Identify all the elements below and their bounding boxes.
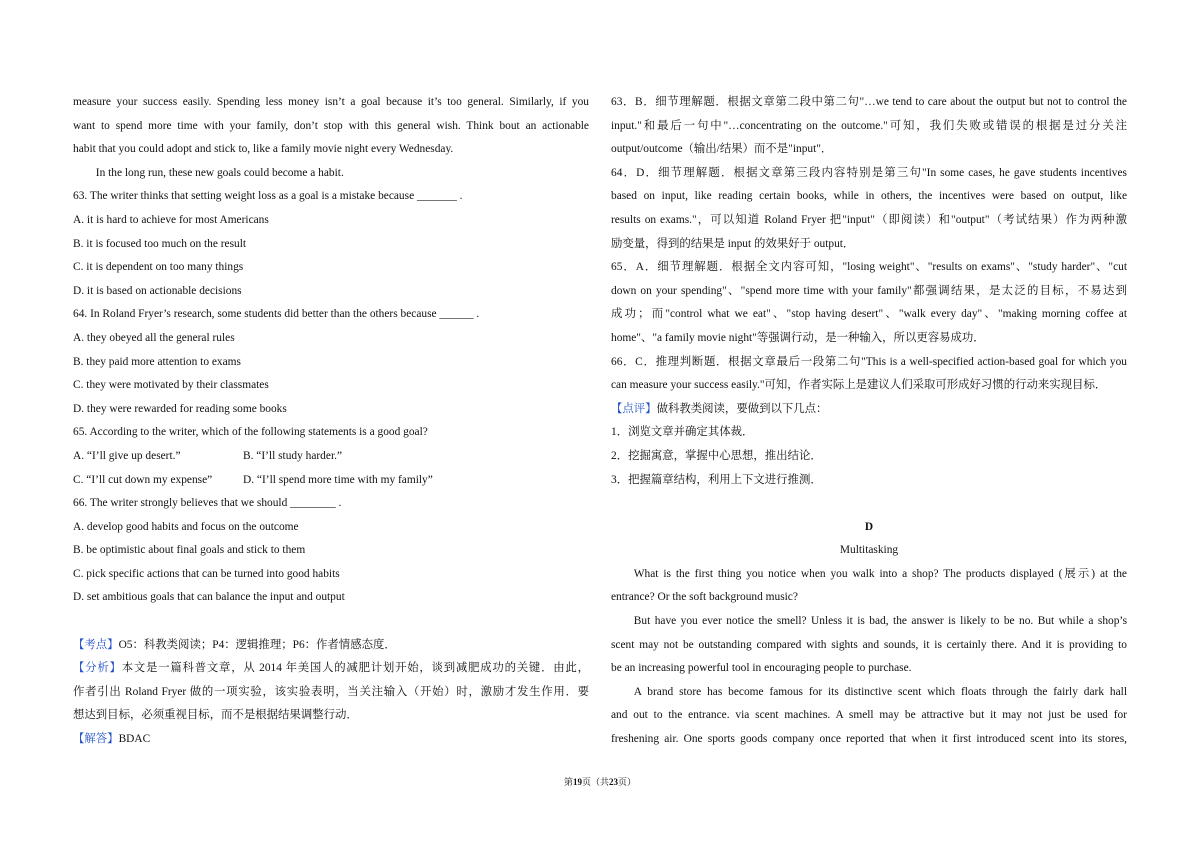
tip-item: 2．挖掘寓意，掌握中心思想，推出结论．	[611, 449, 822, 462]
question-65-options-row	[73, 469, 589, 493]
answer-64-line: results on exams."，可以知道 Roland Fryer 把"input"（即阅读）和"output"（考试结果）作为两种激	[611, 213, 1127, 226]
answer-65-line: home"、"a family movie night"等强调行动，是一种输入，所以更容易成功．	[611, 331, 985, 344]
passage-d-line: and out to the entrance. via scent machines. A smell may be attractive but it may not just be used for	[611, 709, 1127, 722]
question-65-option-b: B. “I’ll study harder.”	[243, 449, 343, 462]
question-65-option-a: A. “I’ll give up desert.”	[73, 449, 181, 462]
dianping-text: 做科教类阅读，要做到以下几点：	[656, 402, 828, 415]
passage-line: measure your success easily. Spending less money isn’t a goal because it’s too general. Similarly, if you	[73, 96, 589, 108]
question-63-option: A. it is hard to achieve for most Americans	[73, 213, 269, 226]
jieda-line	[73, 728, 589, 752]
question-63-option: D. it is based on actionable decisions	[73, 284, 242, 297]
answer-65-line: 成功；而"control what we eat"、"stop having desert"、"walk every day"、"making morning coffee at	[611, 308, 1127, 321]
jieda-text: BDAC	[118, 733, 151, 746]
tip-item: 3．把握篇章结构，利用上下文进行推测．	[611, 473, 822, 486]
passage-d-line: be an increasing powerful tool in encouraging people to purchase.	[611, 662, 912, 675]
question-66-option: B. be optimistic about final goals and stick to them	[73, 544, 306, 557]
answer-65-line: 65．A．细节理解题．根据全文内容可知，"losing weight"、"results on exams"、"study harder"、"cut	[611, 261, 1127, 274]
question-63-option: C. it is dependent on too many things	[73, 261, 244, 274]
answer-63-line: output/outcome（输出/结果）而不是"input"．	[611, 143, 833, 156]
page-footer	[0, 775, 1200, 788]
question-65-options-row	[73, 445, 589, 469]
dianping-tag: 【点评】	[611, 402, 657, 415]
answer-63-line: input."和最后一句中"…concentrating on the outcome."可知，我们失败或错误的根据是过分关注	[611, 119, 1127, 132]
answer-66-line: can measure your success easily."可知，作者实际上是建议人们采取可形成好习惯的行动来实现目标．	[611, 379, 1107, 392]
answer-65-line: down on your spending"、"spend more time with your family"都强调结果，是太泛的目标，不易达到	[611, 284, 1127, 297]
passage-d-line: freshening air. One sports goods company once reported that when it first introduced scent into its stores,	[611, 733, 1127, 746]
answer-66-line: 66．C．推理判断题．根据文章最后一段第二句"This is a well-specified action-based goal for which you	[611, 355, 1127, 368]
passage-d-line: entrance? Or the soft background music?	[611, 591, 798, 604]
question-64-option: C. they were motivated by their classmates	[73, 379, 269, 392]
left-column	[73, 91, 589, 752]
fenxi-line: 作者引出 Roland Fryer 做的一项实验，该实验表明，当关注输入（开始）时，激励才发生作用．要	[73, 685, 589, 698]
kaodian-line	[73, 634, 589, 658]
spacer	[611, 492, 1127, 516]
passage-d-line: What is the first thing you notice when you walk into a shop? The products displayed (展示) at the	[633, 567, 1127, 580]
passage-line: habit that you could adopt and stick to, like a family movie night every Wednesday.	[73, 143, 454, 156]
fenxi-line: 想达到目标，必须重视目标，而不是根据结果调整行动．	[73, 709, 358, 722]
fenxi-text: 本文是一篇科普文章，从 2014 年美国人的减肥计划开始，谈到减肥成功的关键．由此，	[121, 662, 589, 675]
question-65-option-c: C. “I’ll cut down my expense”	[73, 473, 213, 486]
right-column	[611, 91, 1127, 752]
passage-line: want to spend more time with your family, don’t stop with this general wish. Think bout an actionable	[73, 119, 589, 132]
tip-item: 1．浏览文章并确定其体裁．	[611, 426, 754, 439]
question-63-option: B. it is focused too much on the result	[73, 237, 247, 250]
passage-closing: In the long run, these new goals could become a habit.	[95, 166, 344, 179]
question-66-option: A. develop good habits and focus on the outcome	[73, 520, 299, 533]
question-64-option: D. they were rewarded for reading some books	[73, 402, 287, 415]
question-63-stem: 63. The writer thinks that setting weight loss as a goal is a mistake because _______ .	[73, 190, 463, 203]
answer-63-line: 63．B．细节理解题．根据文章第二段中第二句"…we tend to care about the output but not to control the	[611, 96, 1127, 108]
footer-page-number: 19	[572, 777, 582, 787]
answer-64-line: 64．D．细节理解题．根据文章第三段内容特别是第三句"In some cases, he gave students incentives	[611, 166, 1127, 179]
fenxi-line	[73, 657, 589, 681]
question-64-option: B. they paid more attention to exams	[73, 355, 241, 368]
jieda-tag: 【解答】	[73, 733, 119, 746]
footer-suffix: 页）	[618, 777, 637, 787]
question-66-stem: 66. The writer strongly believes that we should ________ .	[73, 497, 342, 510]
section-letter: D	[864, 520, 874, 533]
footer-prefix: 第	[563, 777, 573, 787]
question-66-option: D. set ambitious goals that can balance the input and output	[73, 591, 345, 604]
question-64-stem: 64. In Roland Fryer’s research, some students did better than the others because ______ .	[73, 308, 480, 321]
footer-total-pages: 23	[609, 777, 618, 787]
question-65-stem: 65. According to the writer, which of the following statements is a good goal?	[73, 426, 428, 439]
dianping-line	[611, 398, 1127, 422]
kaodian-tag: 【考点】	[73, 638, 119, 651]
fenxi-tag: 【分析】	[73, 662, 122, 675]
spacer	[73, 610, 589, 634]
question-66-option: C. pick specific actions that can be turned into good habits	[73, 567, 340, 580]
question-64-option: A. they obeyed all the general rules	[73, 331, 235, 344]
kaodian-text: O5：科教类阅读；P4：逻辑推理；P6：作者情感态度．	[118, 638, 396, 651]
passage-d-line: scent may not be outstanding compared with sights and sounds, it is certainly there. And it is providing to	[611, 638, 1127, 651]
answer-64-line: 励变量，得到的结果是 input 的效果好于 output．	[611, 237, 855, 250]
section-title: Multitasking	[839, 544, 899, 557]
question-65-option-d: D. “I’ll spend more time with my family”	[243, 473, 433, 486]
answer-64-line: based on input, like reading certain books, while in others, the incentives were based on output, like	[611, 190, 1127, 203]
footer-mid: 页（共	[581, 777, 609, 787]
passage-d-line: But have you ever notice the smell? Unless it is bad, the answer is likely to be no. But while a shop’s	[633, 615, 1127, 628]
passage-d-line: A brand store has become famous for its distinctive scent which floats through the fairly dark hall	[633, 685, 1127, 698]
